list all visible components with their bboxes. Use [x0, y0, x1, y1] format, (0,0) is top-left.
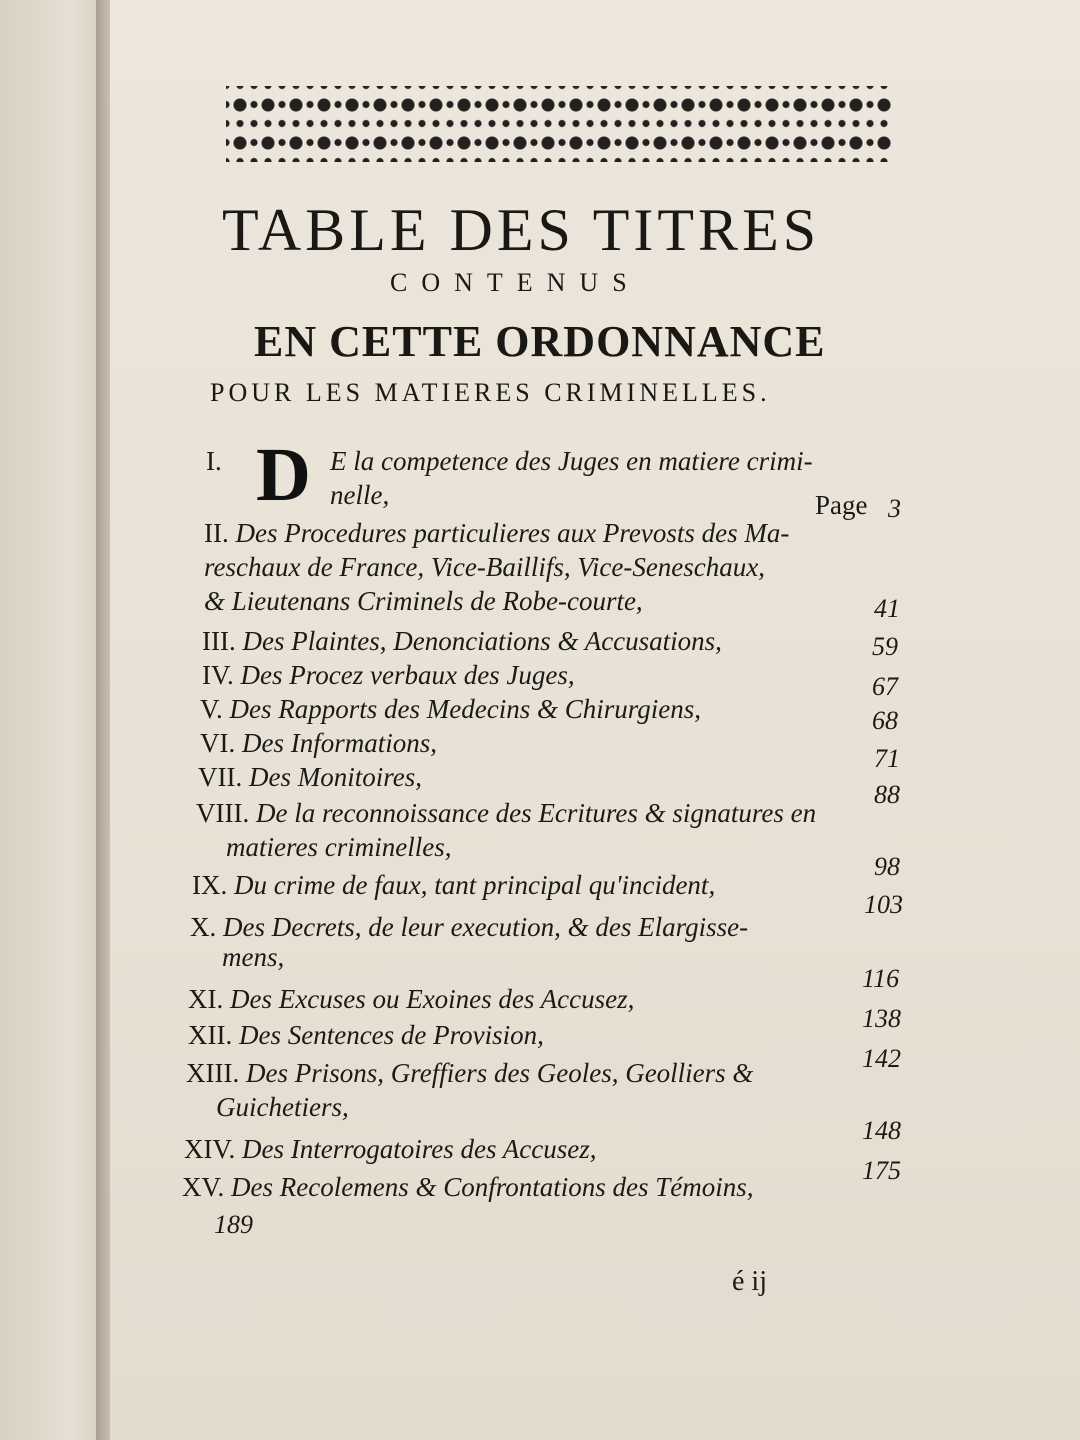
page-heading: EN CETTE ORDONNANCE [254, 317, 826, 366]
toc-title-2-line2: reschaux de France, Vice-Baillifs, Vice-Seneschaux, [204, 552, 766, 582]
toc-title-12: Des Sentences de Provision, [238, 1020, 544, 1050]
toc-page-1: 3 [888, 494, 901, 523]
toc-title-10-line2: mens, [222, 942, 285, 972]
toc-page-15: 189 [214, 1210, 253, 1239]
toc-page-7: 88 [874, 780, 900, 809]
toc-title-4: Des Procez verbaux des Juges, [240, 660, 575, 690]
page-label: Page [815, 490, 868, 520]
toc-number-13: XIII. [186, 1058, 240, 1088]
toc-title-15: Des Recolemens & Confrontations des Témoins, [231, 1172, 754, 1202]
toc-number-11: XI. [188, 984, 224, 1014]
toc-title-8-line2: matieres criminelles, [226, 832, 452, 862]
toc-title-1-line2: nelle, [330, 480, 390, 510]
toc-page-8: 98 [874, 852, 900, 881]
toc-number-3: III. [202, 626, 236, 656]
toc-page-2: 41 [874, 594, 900, 623]
toc-page-9: 103 [864, 890, 903, 919]
toc-title-9: Du crime de faux, tant principal qu'incident, [234, 870, 716, 900]
toc-page-13: 148 [862, 1116, 901, 1145]
toc-number-7: VII. [198, 762, 243, 792]
toc-number-1: I. [206, 446, 222, 476]
toc-title-13-line2: Guichetiers, [216, 1092, 349, 1122]
toc-page-5: 68 [872, 706, 898, 735]
toc-page-10: 116 [862, 964, 900, 993]
toc-page-4: 67 [872, 672, 898, 701]
toc-title-3: Des Plaintes, Denonciations & Accusations, [242, 626, 722, 656]
toc-page-6: 71 [874, 744, 900, 773]
toc-title-7: Des Monitoires, [248, 762, 422, 792]
toc-number-2: II. [204, 518, 229, 548]
page-subheading: POUR LES MATIERES CRIMINELLES. [210, 378, 771, 407]
toc-title-11: Des Excuses ou Exoines des Accusez, [230, 984, 635, 1014]
toc-number-6: VI. [200, 728, 236, 758]
ornamental-headpiece [226, 86, 894, 162]
toc-number-8: VIII. [196, 798, 250, 828]
toc-title-6: Des Informations, [242, 728, 437, 758]
signature-mark: é ij [732, 1266, 767, 1297]
toc-number-10: X. [190, 912, 217, 942]
toc-page-12: 142 [862, 1044, 901, 1073]
toc-number-9: IX. [192, 870, 228, 900]
toc-number-15: XV. [182, 1172, 225, 1202]
toc-number-5: V. [200, 694, 223, 724]
toc-number-12: XII. [188, 1020, 233, 1050]
page-subtitle: CONTENUS [390, 268, 641, 297]
toc-page-14: 175 [862, 1156, 901, 1185]
toc-page-11: 138 [862, 1004, 901, 1033]
toc-page-3: 59 [872, 632, 898, 661]
toc-number-4: IV. [202, 660, 234, 690]
toc-title-8-line1: De la reconnoissance des Ecritures & signatures en [255, 798, 817, 828]
page-title: TABLE DES TITRES [222, 197, 821, 263]
toc-title-5: Des Rapports des Medecins & Chirurgiens, [229, 694, 701, 724]
drop-cap: D [256, 433, 311, 517]
toc-title-13-line1: Des Prisons, Greffiers des Geoles, Geolliers & [245, 1058, 754, 1088]
toc-title-10-line1: Des Decrets, de leur execution, & des Elargisse- [223, 912, 749, 942]
toc-number-14: XIV. [184, 1134, 236, 1164]
toc-title-14: Des Interrogatoires des Accusez, [242, 1134, 597, 1164]
toc-title-2-line1: Des Procedures particulieres aux Prevosts des Ma- [235, 518, 790, 548]
toc-title-1-line1: E la competence des Juges en matiere crimi- [330, 446, 813, 476]
toc-title-2-line3: & Lieutenans Criminels de Robe-courte, [204, 586, 643, 616]
